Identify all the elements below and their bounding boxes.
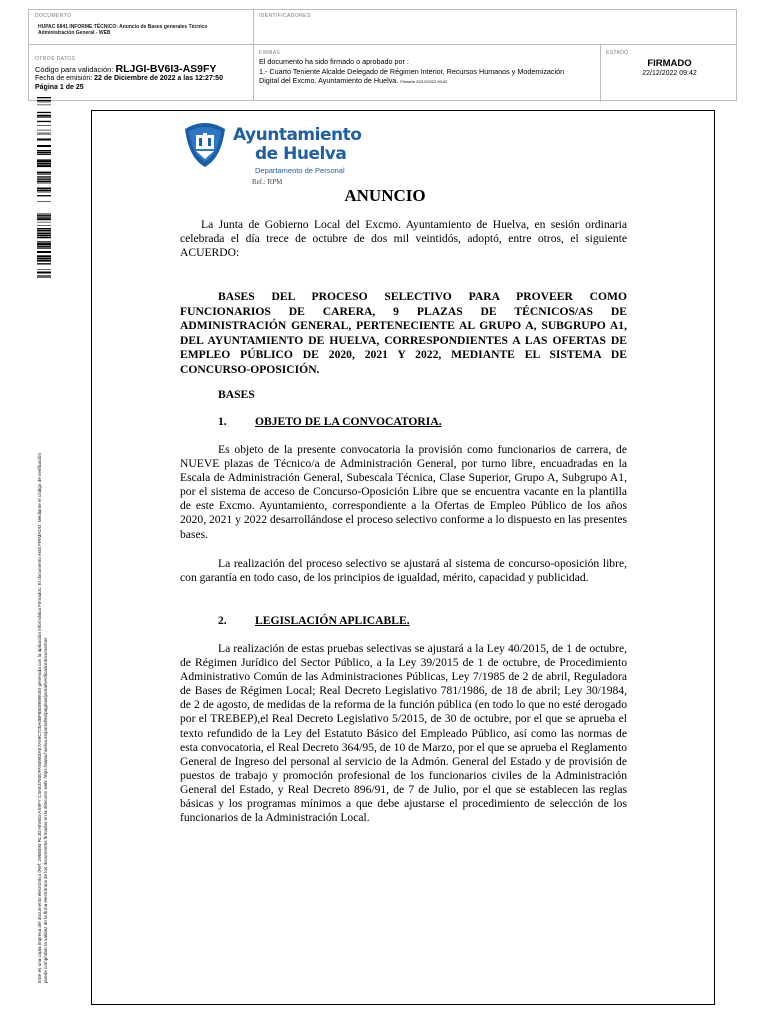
reference: Ref.: RPM (252, 178, 283, 186)
estado-status-badge: FIRMADO (647, 58, 692, 69)
page-counter: Página 1 de 25 (35, 84, 84, 91)
page-title: ANUNCIO (344, 186, 426, 205)
otros-datos-label: OTROS DATOS (35, 56, 76, 62)
documento-text: HUPAC 6841 INFORME TÉCNICO: Anuncio de Bases generales Técnico Administración General - WEB (38, 24, 208, 36)
section1-number: 1. (218, 415, 227, 428)
codigo-value: RLJGI-BV6I3-AS9FY (115, 63, 217, 75)
identificadores-label: IDENTIFICADORES (259, 13, 311, 19)
bases-label: BASES (218, 388, 255, 401)
fecha-emision: Fecha de emisión: 22 de Diciembre de 2022 a las 12:27:50 (35, 75, 223, 82)
section1-title: OBJETO DE LA CONVOCATORIA. (255, 415, 442, 428)
codigo-validacion: Código para validación: RLJGI-BV6I3-AS9FY (35, 63, 217, 75)
logo-line1: Ayuntamiento (233, 125, 362, 145)
verification-side-text: Este es una copia impresa del documento electrónico (Ref: 2956093 RLJGI-BV6I3-AS9FY C4AE3750DFA939B3AE7A59C725A0BF88DB69E00) generada con la aplicación informática Firmadoc. El documento está FIRMADO. Mediante el código de verificación puede comprobar la validez de la firma electrónica de los documentos firmados en la dirección web: https://www.huelva.es/portal/es/paginas/portal/verificadordocumentos (37, 452, 48, 983)
paragraph-3: La realización de estas pruebas selectivas se ajustará a la Ley 40/2015, de 1 de octubre, de Régimen Jurídico del Sector Público, a la Ley 39/2015 de 1 de octubre, de Procedimiento Administrativo Común de las Administraciones Públicas, Ley 7/1985 de 2 de abril, Reguladora de Bases de Régimen Local; Real Decreto Legislativo 781/1986, de 18 de abril; Ley 30/1984, de 2 de agosto, de medidas de la reforma de la función pública (en todo lo que no esté derogado por el TREBEP),el Real Decreto Legislativo 5/2015, de 30 de octubre, por el que se aprueba el texto refundido de la Ley del Estatuto Básico del Empleado Público, así como las normas de esta convocatoria, el Real Decreto 364/95, de 10 de Marzo, por el que se aprueba el Reglamento General de Ingreso del personal al servicio de la Admón. General del Estado y de provisión de puestos de trabajo y promoción profesional de los funcionarios civiles de la Administración General del Estado, y Real Decreto 896/91, de 7 de Julio, por el que se establecen las reglas básicas y los programas mínimos a que debe ajustarse el procedimiento de selección de los funcionarios de la Administración Local. (180, 642, 627, 825)
estado-date: 22/12/2022 09:42 (642, 70, 697, 77)
section2-title: LEGISLACIÓN APLICABLE. (255, 614, 410, 627)
logo-line2: de Huelva (255, 144, 347, 164)
document-header (28, 9, 737, 101)
paragraph-1: Es objeto de la presente convocatoria la provisión como funcionarios de carrera, de NUEVE plazas de Técnico/a de Administración General, por turno libre, encuadradas en la Escala de Administración General, Subescala Técnica, Clase Superior, Grupo A, Subgrupo A1, por el sistema de acceso de Concurso-Oposición Libre que se encuentra vacante en la plantilla de este Excmo. Ayuntamiento, correspondiente a la Ofertas de Empleo Público de los años 2020, 2021 y 2022 desarrollándose el proceso selectivo conforme a lo dispuesto en las presentes bases. (180, 443, 627, 541)
firmas-label: FIRMAS (259, 50, 281, 56)
coat-of-arms-icon (181, 121, 229, 169)
firmas-text: El documento ha sido firmado o aprobado por : 1.- Cuarto Teniente Alcalde Delegado de Régimen Interior, Recursos Humanos y Modernización Digital del Excmo. Ayuntamiento de Huelva. Firmado 22/12/2022 09:42 (259, 57, 565, 85)
intro-paragraph: La Junta de Gobierno Local del Excmo. Ayuntamiento de Huelva, en sesión ordinaria celebrada el día trece de octubre de dos mil veintidós, adoptó, entre otros, el siguiente ACUERDO: (180, 218, 627, 260)
documento-label: DOCUMENTO (35, 13, 72, 19)
logo-dept: Departamento de Personal (255, 166, 345, 175)
section2-number: 2. (218, 614, 227, 627)
ayuntamiento-logo (181, 117, 362, 187)
estado-label: ESTADO (606, 50, 629, 56)
paragraph-2: La realización del proceso selectivo se ajustará al sistema de concurso-oposición libre, con garantía en todo caso, de los principios de igualdad, mérito, capacidad y publicidad. (180, 557, 627, 585)
bases-title: BASES DEL PROCESO SELECTIVO PARA PROVEER COMO FUNCIONARIOS DE CARERA, 9 PLAZAS DE TÉCNICOS/AS DE ADMINISTRACIÓN GENERAL, PERTENECIENTE AL GRUPO A, SUBGRUPO A1, DEL AYUNTAMIENTO DE HUELVA, CORRESPONDIENTES A LAS OFERTAS DE EMPLEO PÚBLICO DE 2020, 2021 Y 2022, MEDIANTE EL SISTEMA DE CONCURSO-OPOSICIÓN. (180, 290, 627, 376)
